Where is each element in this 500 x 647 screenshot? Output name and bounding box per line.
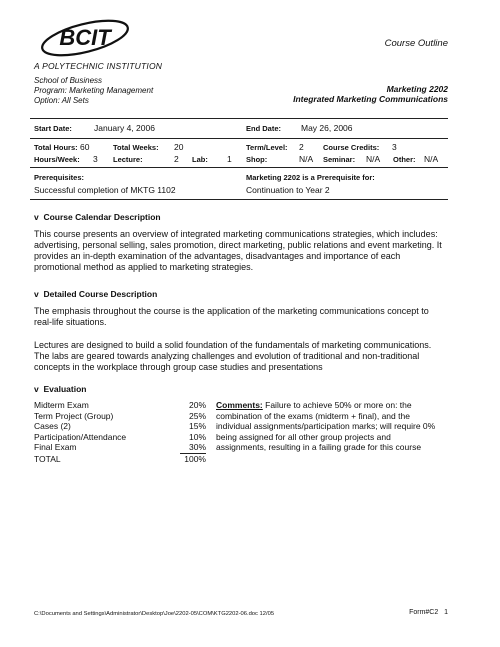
shop-label: Shop: [246,155,268,164]
total-hours-label: Total Hours: [34,143,78,152]
divider [30,118,448,119]
lecture-value: 2 [174,154,179,164]
evaluation-heading: v Evaluation [34,384,87,394]
credits-value: 3 [392,142,397,152]
footer-path: C:\Documents and Settings\Administrator\Desktop\Joe\2202-05\COM\KTG2202-06.doc 12/05 [34,611,275,617]
seminar-label: Seminar: [323,155,356,164]
credits-label: Course Credits: [323,143,380,152]
lab-label: Lab: [192,155,208,164]
divider [30,167,448,168]
total-weeks-value: 20 [174,142,184,152]
lab-value: 1 [227,154,232,164]
shop-value: N/A [299,154,314,164]
doc-type: Course Outline [384,38,448,49]
detailed-text-2: Lectures are designed to build a solid foundation of the fundamentals of marketing communications. The labs are geared towards analyzing challenges and evolution of traditional and non-traditional concepts in the workplace through group case studies and presentations [34,340,432,372]
eval-total-row: TOTAL 100% [34,453,206,464]
school-block [34,76,153,106]
eval-row: Cases (2) 15% [34,421,206,431]
detailed-heading: v Detailed Course Description [34,289,158,299]
other-value: N/A [424,154,439,164]
lecture-label: Lecture: [113,155,143,164]
prereq-for-value: Continuation to Year 2 [246,185,330,195]
footer-form: Form#C2 1 [409,609,448,616]
course-title-block [293,84,448,104]
eval-row: Final Exam 30% [34,442,206,452]
course-code: Marketing 2202 [386,84,448,94]
start-value: January 4, 2006 [94,123,155,133]
logo-text: BCIT [59,25,111,50]
evaluation-table [34,400,206,464]
end-label: End Date: [246,124,282,133]
bullet-icon: v [34,384,39,394]
comments-label: Comments: [216,400,263,410]
evaluation-comments [216,400,442,453]
school-name: School of Business [34,76,103,85]
prereq-value: Successful completion of MKTG 1102 [34,185,176,195]
option-name: Option: All Sets [34,96,89,105]
bullet-icon: v [34,289,39,299]
eval-row: Midterm Exam 20% [34,400,206,410]
divider [30,138,448,139]
other-label: Other: [393,155,416,164]
bullet-icon: v [34,212,39,222]
total-hours-value: 60 [80,142,90,152]
prereq-for-label: Marketing 2202 is a Prerequisite for: [246,173,375,182]
program-name: Program: Marketing Management [34,86,154,95]
course-name: Integrated Marketing Communications [293,94,448,104]
bcit-logo [35,14,135,60]
page-number: 1 [444,609,448,616]
term-value: 2 [299,142,304,152]
eval-row: Participation/Attendance 10% [34,431,206,442]
hours-week-label: Hours/Week: [34,155,80,164]
total-weeks-label: Total Weeks: [113,143,159,152]
detailed-text-1: The emphasis throughout the course is the application of the marketing communications concept to real-life situations. [34,306,429,327]
hours-week-value: 3 [93,154,98,164]
calendar-heading: v Course Calendar Description [34,212,161,222]
divider [30,199,448,200]
term-label: Term/Level: [246,143,288,152]
end-value: May 26, 2006 [301,123,353,133]
tagline: A POLYTECHNIC INSTITUTION [34,61,163,71]
prereq-label: Prerequisites: [34,173,85,182]
eval-row: Term Project (Group) 25% [34,410,206,421]
calendar-text: This course presents an overview of integrated marketing communications strategies, which includes: advertising, personal selling, sales promotion, direct marketing, public relations and event marketing. It provides an in-depth examination of the advantages, disadvantages and importance of each promotional method as applied to marketing strategies. [34,229,442,272]
start-label: Start Date: [34,124,72,133]
comments-text: Failure to achieve 50% or more on: the combination of the exams (midterm + final), and the individual assignments/participation marks; will require 0% being assigned for all other group projects and assignments, resulting in a failing grade for this course [216,400,436,452]
seminar-value: N/A [366,154,381,164]
